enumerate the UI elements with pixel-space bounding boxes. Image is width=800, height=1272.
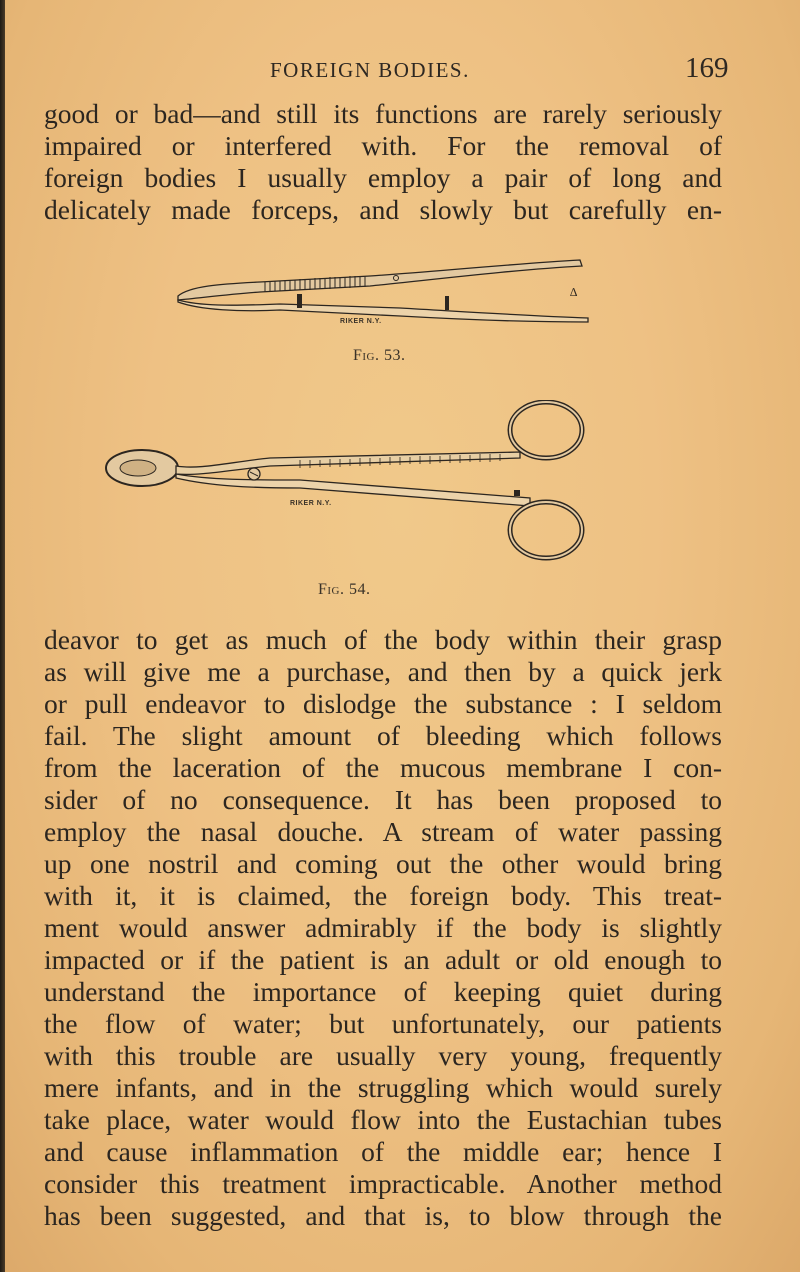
figure-54-caption: Fig. 54.: [318, 581, 371, 598]
figure-53: [170, 258, 610, 328]
running-head: [0, 52, 800, 88]
page-number: 169: [685, 52, 729, 84]
text-line: good or bad—and still its functions are rarely seriously: [44, 98, 722, 129]
text-line: impacted or if the patient is an adult or old enough to: [44, 944, 722, 975]
paragraph-before-figures: [44, 98, 722, 226]
text-line: foreign bodies I usually employ a pair of long and: [44, 162, 722, 193]
text-line: the flow of water; but unfortunately, our patients: [44, 1008, 722, 1039]
figure-54: [100, 400, 700, 570]
text-line: employ the nasal douche. A stream of water passing: [44, 816, 722, 847]
book-spine-shadow: [0, 0, 5, 1272]
text-line: up one nostril and coming out the other would bring: [44, 848, 722, 879]
text-line: and cause inflammation of the middle ear; hence I: [44, 1136, 722, 1167]
text-line: take place, water would flow into the Eustachian tubes: [44, 1104, 722, 1135]
running-head-title: FOREIGN BODIES.: [270, 58, 470, 82]
text-line: consider this treatment impracticable. Another method: [44, 1168, 722, 1199]
figure-53-caption: Fig. 53.: [353, 347, 406, 364]
text-line: mere infants, and in the struggling which would surely: [44, 1072, 722, 1103]
text-line: ment would answer admirably if the body is slightly: [44, 912, 722, 943]
forceps-illustration: [170, 258, 610, 328]
text-line: with it, it is claimed, the foreign body. This treat-: [44, 880, 722, 911]
text-line: as will give me a purchase, and then by a quick jerk: [44, 656, 722, 687]
svg-text:∆: ∆: [570, 285, 578, 299]
text-line: from the laceration of the mucous membrane I con-: [44, 752, 722, 783]
maker-mark: RIKER N.Y.: [340, 318, 382, 325]
text-line: deavor to get as much of the body within their grasp: [44, 624, 722, 655]
text-line: understand the importance of keeping quiet during: [44, 976, 722, 1007]
ring-forceps-illustration: [100, 400, 700, 570]
maker-mark: RIKER N.Y.: [290, 500, 332, 507]
text-line: has been suggested, and that is, to blow through the: [44, 1200, 722, 1231]
text-line: delicately made forceps, and slowly but carefully en-: [44, 194, 722, 225]
text-line: impaired or interfered with. For the removal of: [44, 130, 722, 161]
text-line: fail. The slight amount of bleeding which follows: [44, 720, 722, 751]
text-line: sider of no consequence. It has been proposed to: [44, 784, 722, 815]
text-line: with this trouble are usually very young, frequently: [44, 1040, 722, 1071]
text-line: or pull endeavor to dislodge the substance : I seldom: [44, 688, 722, 719]
paragraph-after-figures: [44, 624, 722, 1232]
